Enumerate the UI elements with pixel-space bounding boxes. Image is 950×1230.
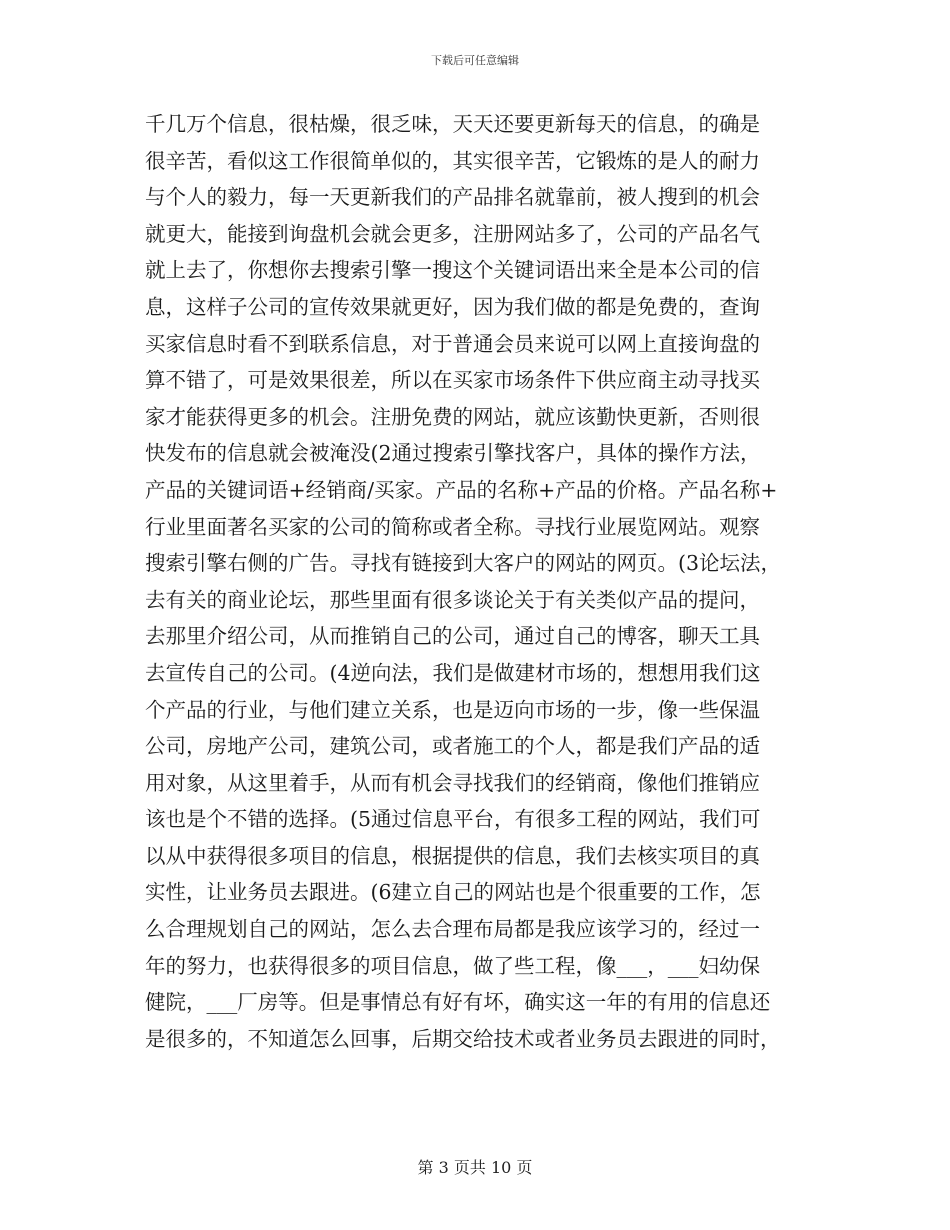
text-line: 就更大，能接到询盘机会就会更多，注册网站多了，公司的产品名气 (145, 221, 760, 246)
text-line: 去那里介绍公司，从而推销自己的公司，通过自己的博客，聊天工具 (145, 624, 760, 649)
text-line: 息，这样子公司的宣传效果就更好，因为我们做的都是免费的，查询 (145, 294, 760, 319)
text-line: 是很多的，不知道怎么回事，后期交给技术或者业务员去跟进的同时， (145, 1026, 781, 1051)
text-line: 公司，房地产公司，建筑公司，或者施工的个人，都是我们产品的适 (145, 734, 760, 759)
text-line: 与个人的毅力，每一天更新我们的产品排名就靠前，被人搜到的机会 (145, 185, 760, 210)
text-line: 搜索引擎右侧的广告。寻找有链接到大客户的网站的网页。(3论坛法， (145, 551, 782, 576)
text-line: 健院，___厂房等。但是事情总有好有坏，确实这一年的有用的信息还 (145, 990, 771, 1015)
text-line: 该也是个不错的选择。(5通过信息平台，有很多工程的网站，我们可 (145, 807, 761, 832)
text-line: 用对象，从这里着手，从而有机会寻找我们的经销商，像他们推销应 (145, 770, 760, 795)
text-line: 家才能获得更多的机会。注册免费的网站，就应该勤快更新，否则很 (145, 404, 760, 429)
text-line: 个产品的行业，与他们建立关系，也是迈向市场的一步，像一些保温 (145, 697, 760, 722)
text-line: 快发布的信息就会被淹没(2通过搜索引擎找客户，具体的操作方法， (145, 441, 761, 466)
text-line: 行业里面著名买家的公司的简称或者全称。寻找行业展览网站。观察 (145, 514, 760, 539)
text-line: 产品的关键词语+经销商/买家。产品的名称+产品的价格。产品名称+ (145, 477, 778, 502)
text-line: 很辛苦，看似这工作很简单似的，其实很辛苦，它锻炼的是人的耐力 (145, 148, 760, 173)
text-line: 以从中获得很多项目的信息，根据提供的信息，我们去核实项目的真 (145, 843, 760, 868)
text-line: 千几万个信息，很枯燥，很乏味，天天还要更新每天的信息，的确是 (145, 112, 760, 136)
text-line: 实性，让业务员去跟进。(6建立自己的网站也是个很重要的工作，怎 (145, 880, 761, 905)
page-number: 第 3 页共 10 页 (417, 1158, 533, 1177)
page-header-note: 下载后可任意编辑 (431, 54, 519, 67)
text-line: 去宣传自己的公司。(4逆向法，我们是做建材市场的，想想用我们这 (145, 660, 761, 685)
body-text (145, 106, 810, 1057)
text-line: 去有关的商业论坛，那些里面有很多谈论关于有关类似产品的提问， (145, 587, 760, 612)
text-line: 年的努力，也获得很多的项目信息，做了些工程，像___，___妇幼保 (145, 953, 760, 978)
text-line: 算不错了，可是效果很差，所以在买家市场条件下供应商主动寻找买 (145, 368, 760, 393)
text-line: 买家信息时看不到联系信息，对于普通会员来说可以网上直接询盘的 (145, 331, 760, 356)
text-line: 么合理规划自己的网站，怎么去合理布局都是我应该学习的，经过一 (145, 917, 760, 942)
text-line: 就上去了，你想你去搜索引擎一搜这个关键词语出来全是本公司的信 (145, 258, 760, 283)
